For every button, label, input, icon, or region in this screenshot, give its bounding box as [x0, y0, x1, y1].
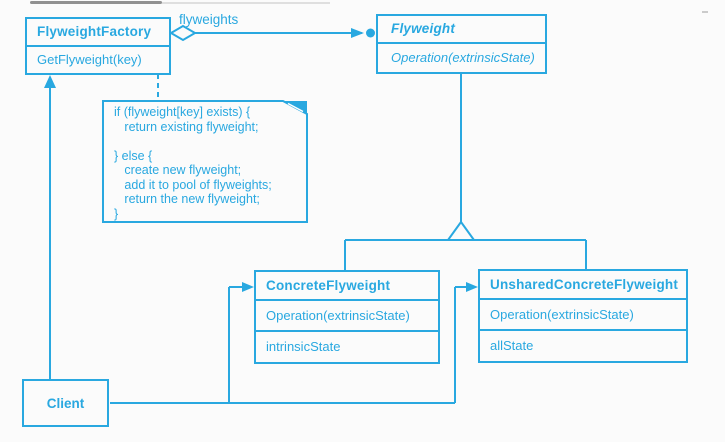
- class-method: Operation(extrinsicState): [256, 299, 438, 330]
- note-line: add it to pool of flyweights;: [114, 177, 272, 192]
- class-name: ConcreteFlyweight: [266, 278, 391, 293]
- aggregation-diamond-icon: [171, 26, 195, 40]
- class-method: Operation(extrinsicState): [480, 298, 686, 329]
- class-flyweight-factory: [25, 17, 171, 75]
- arrowhead-right-icon: [242, 282, 254, 292]
- arrowhead-right-icon: [466, 282, 478, 292]
- note-line: [114, 134, 272, 149]
- arrowhead-right-icon: [351, 28, 364, 38]
- class-attribute: intrinsicState: [256, 330, 438, 362]
- class-name: UnsharedConcreteFlyweight: [490, 277, 679, 292]
- association-label-flyweights: flyweights: [179, 12, 239, 27]
- note-line: return the new flyweight;: [114, 192, 260, 206]
- arrowhead-up-icon: [44, 75, 56, 88]
- aggregation-connector: [171, 26, 375, 40]
- class-attribute: allState: [480, 329, 686, 361]
- client-factory-connector: [44, 75, 56, 379]
- implementation-note: [114, 105, 272, 221]
- class-flyweight: [376, 14, 547, 74]
- inheritance-triangle-icon: [448, 222, 474, 240]
- class-method: Operation(extrinsicState): [378, 42, 545, 72]
- class-name: Client: [46, 395, 85, 411]
- inheritance-connector: [345, 74, 586, 270]
- class-method: GetFlyweight(key): [27, 45, 169, 73]
- note-line: return existing flyweight;: [114, 119, 259, 134]
- class-concrete-flyweight: [254, 270, 440, 364]
- class-unshared-concrete-flyweight: [478, 269, 688, 363]
- multiplicity-many-dot-icon: [366, 29, 375, 38]
- note-line: if (flyweight[key] exists) {: [114, 105, 251, 119]
- class-name: Flyweight: [391, 21, 456, 36]
- note-line: create new flyweight;: [114, 163, 242, 177]
- note-line: }: [114, 206, 119, 221]
- class-name: FlyweightFactory: [37, 24, 152, 39]
- class-client: [22, 379, 109, 427]
- note-line: } else {: [114, 148, 153, 163]
